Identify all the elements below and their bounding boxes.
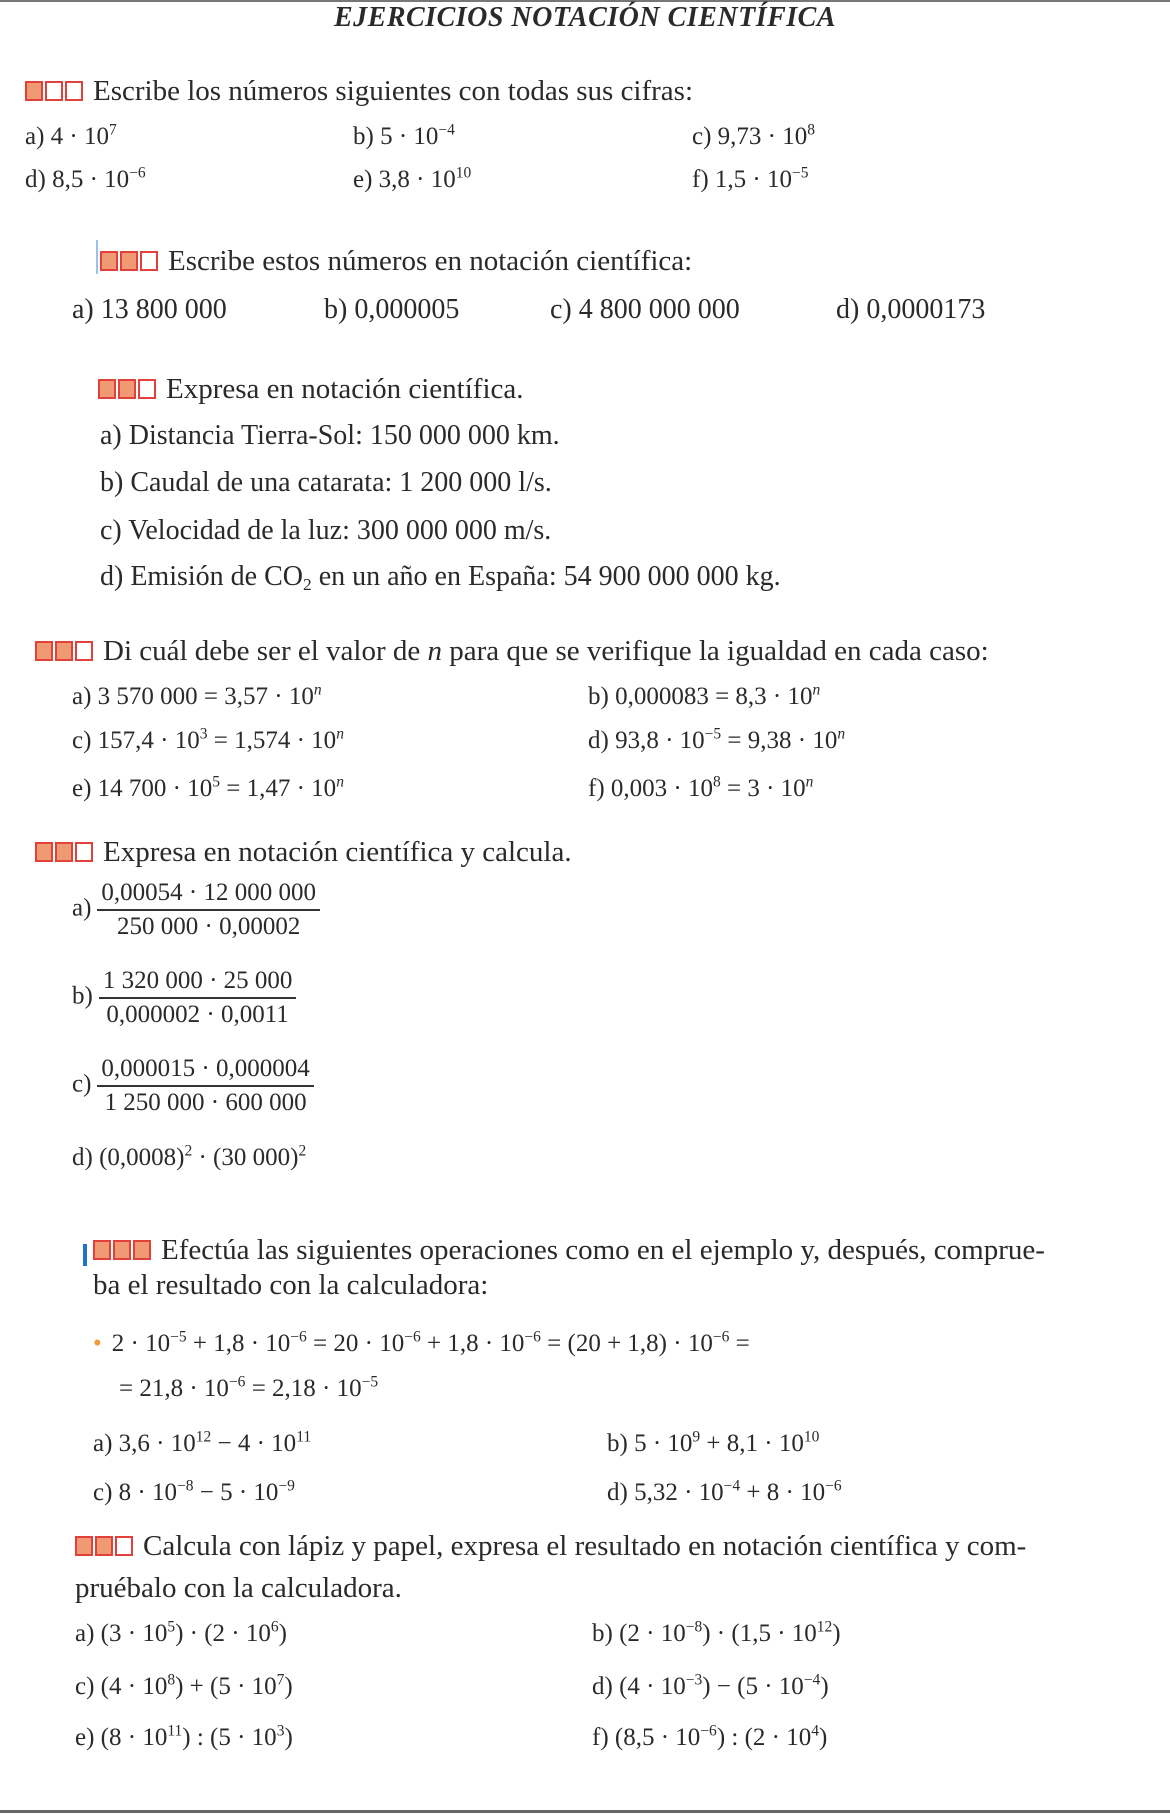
exponent: 11 [167, 1722, 183, 1740]
text: 0,000002 · 0,0011 [106, 1001, 289, 1028]
difficulty-square-icon [120, 251, 138, 271]
difficulty-square-icon [113, 1240, 131, 1260]
math-expression [619, 1620, 841, 1647]
page-title: EJERCICIOS NOTACIÓN CIENTÍFICA [333, 2, 837, 33]
expr-text: ) : (2 · 10 [716, 1724, 812, 1751]
text: b) [100, 467, 124, 498]
text: d) [72, 1144, 93, 1171]
example-line-2 [119, 1374, 378, 1404]
text: Emisión de CO [130, 561, 303, 592]
expr-text: = 1,47 · 10 [220, 775, 337, 802]
ex6-item-a [93, 1429, 311, 1459]
text: d) [100, 561, 124, 592]
text: b) [607, 1430, 628, 1457]
expr-text: − 5 · 10 [193, 1479, 279, 1506]
text: 0,00054 · 12 000 000 [97, 878, 320, 911]
math-expression [619, 1673, 829, 1700]
math-expression [615, 727, 845, 754]
expr-text: ) : (5 · 10 [182, 1724, 277, 1751]
expr-text: = 3 · 10 [720, 775, 806, 802]
exponent: 5 [167, 1618, 176, 1636]
exponent: −4 [723, 1477, 741, 1495]
expr-text: + 8 · 10 [740, 1479, 826, 1506]
expr-text: + 8,1 · 10 [700, 1430, 804, 1457]
math-expression [715, 166, 809, 193]
exponent: 8 [712, 773, 721, 791]
exponent: 8 [167, 1671, 176, 1689]
difficulty-square-icon [35, 842, 53, 862]
expr-text: − 4 · 10 [211, 1430, 297, 1457]
expr-text: = 21,8 · 10 [119, 1375, 229, 1402]
text: f) [592, 1724, 609, 1751]
expr-text: (3 · 10 [100, 1620, 168, 1647]
expr-text: ) [832, 1620, 841, 1647]
exponent: 7 [109, 121, 117, 139]
ex1-item-f [692, 165, 808, 195]
exponent: −6 [825, 1477, 842, 1495]
ex3-item-b [100, 466, 552, 500]
ex7-item-a [75, 1619, 287, 1649]
exponent: −5 [791, 164, 809, 182]
text: a) [25, 123, 45, 150]
exponent: −6 [700, 1722, 717, 1740]
exponent: n [837, 725, 846, 743]
text: 0,0000173 [866, 294, 986, 325]
exponent: 12 [816, 1618, 833, 1636]
bottom-rule [0, 1810, 1170, 1813]
exponent: −8 [177, 1477, 194, 1495]
text: b) [353, 123, 374, 150]
expr-text: ) [284, 1724, 293, 1751]
difficulty-square-icon [75, 842, 93, 862]
exponent: −8 [685, 1618, 703, 1636]
expr-text: (2 · 10 [619, 1620, 686, 1647]
difficulty-square-icon [45, 81, 63, 101]
ex6-item-d [607, 1478, 842, 1508]
math-expression [634, 1479, 842, 1506]
exercise-1-heading [25, 74, 693, 109]
expr-text: + 1,8 · 10 [186, 1330, 291, 1357]
margin-bar [83, 1244, 87, 1266]
exponent: −3 [685, 1671, 703, 1689]
text: c) [550, 294, 572, 325]
text: a) [72, 894, 92, 922]
text: 250 000 · 0,00002 [117, 913, 301, 940]
text: 1 320 000 · 25 000 [99, 966, 297, 999]
expr-text: 8 · 10 [118, 1479, 177, 1506]
difficulty-squares [98, 372, 158, 407]
exponent: n [336, 773, 344, 791]
difficulty-square-icon [118, 379, 136, 399]
ex7-item-f [592, 1723, 827, 1753]
expr-text: 5 · 10 [380, 123, 439, 150]
text: n [427, 635, 442, 667]
text: 0,000015 · 0,000004 [97, 1054, 313, 1087]
ex4-item-a [72, 682, 322, 712]
text: a) [93, 1430, 113, 1457]
text: b) [72, 982, 93, 1010]
text: d) [607, 1479, 628, 1506]
exercise-6-heading-line2: ba el resultado con la calculadora: [93, 1269, 489, 1301]
difficulty-square-icon [75, 1536, 93, 1556]
math-expression [101, 1724, 293, 1751]
exponent: −6 [524, 1328, 541, 1346]
difficulty-square-icon [98, 379, 116, 399]
ex3-item-a [100, 419, 560, 453]
ex4-item-f [588, 774, 813, 804]
ex7-item-e [75, 1723, 293, 1753]
exponent: 10 [455, 164, 472, 182]
expr-text: (4 · 10 [100, 1673, 168, 1700]
difficulty-square-icon [100, 251, 118, 271]
math-expression [119, 1430, 311, 1457]
ex1-item-c [692, 122, 815, 152]
fraction [97, 878, 320, 942]
difficulty-squares [35, 835, 95, 870]
exponent: n [805, 773, 814, 791]
exponent: 2 [298, 1142, 307, 1160]
expr-text: · (30 000) [192, 1144, 299, 1171]
math-expression [119, 1479, 295, 1506]
expr-text: ) − (5 · 10 [702, 1673, 804, 1700]
difficulty-square-icon [95, 1536, 113, 1556]
exponent: 11 [296, 1428, 312, 1446]
difficulty-square-icon [75, 641, 93, 661]
expr-text: ) · (1,5 · 10 [702, 1620, 817, 1647]
text: para que se verifique la igualdad en cada caso: [442, 635, 989, 667]
difficulty-square-icon [55, 641, 73, 661]
heading-text: Escribe los números siguientes con todas sus cifras: [93, 75, 694, 107]
exercise-4-heading [35, 634, 989, 669]
expr-text: = 9,38 · 10 [721, 727, 838, 754]
expr-text: 8,5 · 10 [52, 166, 130, 193]
math-expression [101, 1620, 287, 1647]
expr-text: 0,000083 = 8,3 · 10 [615, 683, 813, 710]
expr-text: 5 · 10 [634, 1430, 693, 1457]
exercise-5-heading [35, 835, 572, 870]
math-expression [615, 1724, 827, 1751]
ex1-item-e [353, 165, 471, 195]
exponent: n [313, 681, 322, 699]
ex5-item-c [72, 1054, 314, 1118]
text: a) [100, 420, 122, 451]
exponent: −5 [170, 1328, 187, 1346]
ex5-item-a [72, 878, 320, 942]
math-expression [718, 123, 815, 150]
text: a) [72, 294, 94, 325]
exercise-7-heading [75, 1529, 1026, 1564]
math-expression [379, 166, 472, 193]
expr-text: + 1,8 · 10 [420, 1330, 525, 1357]
expr-text: = 2,18 · 10 [245, 1375, 362, 1402]
difficulty-square-icon [55, 842, 73, 862]
exponent: 7 [276, 1671, 285, 1689]
expr-text: 157,4 · 10 [97, 727, 200, 754]
exponent: 12 [195, 1428, 212, 1446]
math-expression [380, 123, 455, 150]
text: Velocidad de la luz: 300 000 000 m/s. [128, 515, 552, 546]
exponent: 4 [811, 1722, 819, 1740]
difficulty-squares [25, 74, 85, 109]
text: c) [72, 727, 92, 754]
math-expression [98, 775, 344, 802]
ex7-item-d [592, 1672, 829, 1702]
expr-text: 1,5 · 10 [714, 166, 792, 193]
ex4-item-e [72, 774, 344, 804]
math-expression [634, 1430, 819, 1457]
expr-text: 3,8 · 10 [378, 166, 456, 193]
exponent: n [336, 725, 344, 743]
text: c) [100, 515, 122, 546]
text: Caudal de una catarata: 1 200 000 l/s. [130, 467, 552, 498]
difficulty-squares [100, 244, 160, 279]
expr-text: (4 · 10 [619, 1673, 686, 1700]
text: f) [588, 775, 605, 802]
expr-text: ) [820, 1673, 829, 1700]
text: e) [72, 775, 92, 802]
expr-text: ) + (5 · 10 [175, 1673, 277, 1700]
exponent: n [812, 681, 821, 699]
expr-text: 5,32 · 10 [634, 1479, 724, 1506]
ex5-item-b [72, 966, 296, 1030]
text: Di cuál debe ser el valor de [103, 635, 428, 667]
text: 4 800 000 000 [578, 294, 740, 325]
difficulty-square-icon [65, 81, 83, 101]
math-expression [101, 1673, 293, 1700]
math-expression [112, 1330, 750, 1357]
math-expression [99, 1144, 306, 1171]
math-expression [51, 123, 117, 150]
expr-text: 14 700 · 10 [97, 775, 213, 802]
exponent: 10 [803, 1428, 820, 1446]
exponent: −6 [290, 1328, 307, 1346]
example-line-1 [93, 1329, 750, 1359]
fraction [99, 966, 297, 1030]
exponent: −4 [438, 121, 455, 139]
ex6-item-b [607, 1429, 819, 1459]
ex3-item-d [100, 560, 781, 594]
text: b) [324, 294, 348, 325]
ex1-item-b [353, 122, 455, 152]
difficulty-square-icon [93, 1240, 111, 1260]
expr-text: 0,003 · 10 [610, 775, 713, 802]
exponent: 8 [807, 121, 815, 139]
ex4-item-d [588, 726, 845, 756]
ex2-item-b [324, 293, 459, 327]
math-expression [615, 683, 820, 710]
text: c) [692, 123, 712, 150]
expr-text: ) [284, 1673, 293, 1700]
text: a) [75, 1620, 95, 1647]
ex1-item-d [25, 165, 146, 195]
math-expression [52, 166, 146, 193]
math-expression [611, 775, 814, 802]
heading-text: Expresa en notación científica y calcula. [103, 836, 572, 868]
ex5-item-d [72, 1143, 306, 1173]
text: f) [692, 166, 709, 193]
expr-text: 2 · 10 [111, 1330, 171, 1357]
text: 13 800 000 [100, 294, 227, 325]
ex3-item-c [100, 514, 551, 548]
text: Distancia Tierra-Sol: 150 000 000 km. [128, 420, 560, 451]
text: 0,000005 [354, 294, 460, 325]
exponent: −6 [129, 164, 146, 182]
exercise-2-heading [100, 244, 692, 279]
exponent: −4 [803, 1671, 821, 1689]
exponent: 3 [199, 725, 208, 743]
exponent: −6 [228, 1373, 246, 1391]
exponent: 6 [270, 1618, 279, 1636]
ex2-item-d [836, 293, 985, 327]
ex4-item-b [588, 682, 820, 712]
difficulty-squares [35, 634, 95, 669]
text: e) [75, 1724, 95, 1751]
ex4-item-c [72, 726, 344, 756]
math-expression [98, 727, 344, 754]
difficulty-square-icon [133, 1240, 151, 1260]
expr-text: 93,8 · 10 [615, 727, 705, 754]
text: Efectúa las siguientes operaciones como en el ejemplo y, después, comprue- [161, 1234, 1045, 1266]
expr-text: ) [818, 1724, 828, 1751]
text: d) [25, 166, 46, 193]
expr-text: (8 · 10 [100, 1724, 168, 1751]
exponent: 5 [212, 773, 220, 791]
math-expression [119, 1375, 378, 1402]
difficulty-squares [75, 1529, 135, 1564]
expr-text: = (20 + 1,8) · 10 [540, 1330, 713, 1357]
text: 2 [303, 575, 312, 595]
ex1-item-a [25, 122, 117, 152]
expr-text: (8,5 · 10 [614, 1724, 701, 1751]
expr-text: = 1,574 · 10 [207, 727, 337, 754]
text: Calcula con lápiz y papel, expresa el resultado en notación científica y com- [143, 1530, 1027, 1562]
text: a) [72, 683, 92, 710]
difficulty-square-icon [25, 81, 43, 101]
exponent: −6 [712, 1328, 730, 1346]
exponent: 3 [276, 1722, 285, 1740]
expr-text: 3 570 000 = 3,57 · 10 [97, 683, 314, 710]
exercise-6-heading [93, 1233, 1045, 1268]
text: d) [592, 1673, 613, 1700]
ex2-item-a [72, 293, 227, 327]
text: d) [836, 294, 860, 325]
text: c) [72, 1070, 92, 1098]
text: d) [588, 727, 609, 754]
text: b) [588, 683, 609, 710]
math-expression [98, 683, 322, 710]
text: en un año en España: 54 900 000 000 kg. [311, 561, 781, 592]
difficulty-squares [93, 1233, 153, 1268]
expr-text: 4 · 10 [50, 123, 109, 150]
bullet-icon: • [93, 1330, 102, 1357]
text: c) [93, 1479, 113, 1506]
expr-text: = [729, 1330, 750, 1357]
heading-text: Expresa en notación científica. [166, 373, 524, 405]
exponent: 2 [184, 1142, 193, 1160]
text: e) [353, 166, 373, 193]
fraction [97, 1054, 313, 1118]
heading-text: Escribe estos números en notación científica: [168, 245, 693, 277]
expr-text: ) [278, 1620, 287, 1647]
difficulty-square-icon [35, 641, 53, 661]
expr-text: (0,0008) [99, 1144, 185, 1171]
expr-text: 3,6 · 10 [118, 1430, 196, 1457]
ex7-item-b [592, 1619, 841, 1649]
exercise-3-heading [98, 372, 524, 407]
difficulty-square-icon [115, 1536, 133, 1556]
ex7-item-c [75, 1672, 293, 1702]
text: c) [75, 1673, 95, 1700]
exponent: −9 [278, 1477, 295, 1495]
exponent: −6 [404, 1328, 421, 1346]
exponent: −5 [704, 725, 722, 743]
difficulty-square-icon [140, 251, 158, 271]
difficulty-square-icon [138, 379, 156, 399]
exponent: 9 [692, 1428, 701, 1446]
ex2-item-c [550, 293, 740, 327]
text: 1 250 000 · 600 000 [104, 1089, 307, 1116]
exercise-7-heading-line2: pruébalo con la calculadora. [75, 1572, 402, 1604]
expr-text: ) · (2 · 10 [175, 1620, 271, 1647]
ex6-item-c [93, 1478, 295, 1508]
exponent: −5 [361, 1373, 379, 1391]
expr-text: = 20 · 10 [306, 1330, 405, 1357]
text: b) [592, 1620, 613, 1647]
margin-bar [96, 240, 98, 274]
expr-text: 9,73 · 10 [717, 123, 808, 150]
